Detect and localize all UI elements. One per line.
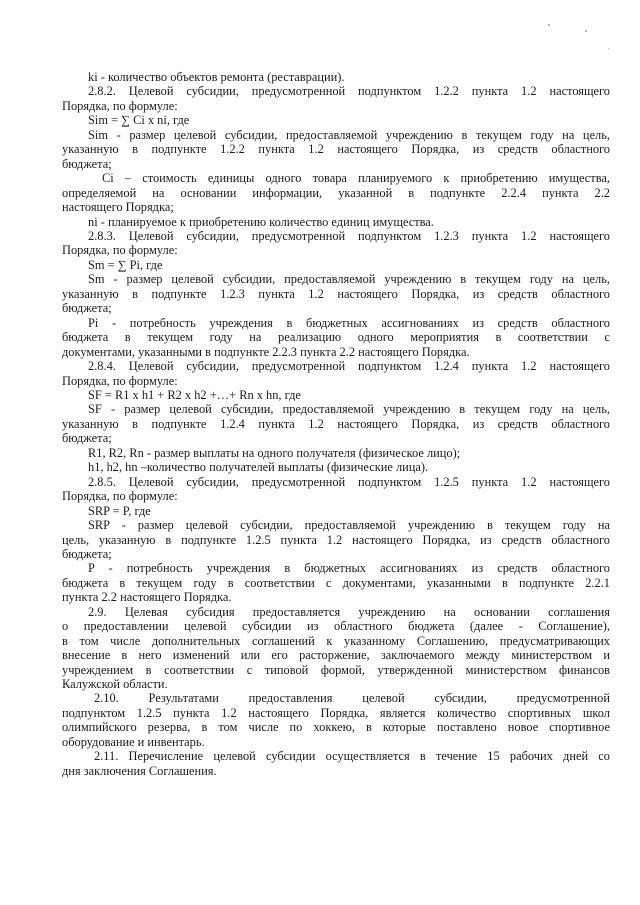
paragraph-line: в том числе дополнительных соглашений к указанному Соглашению, предусматривающих: [62, 633, 610, 648]
paragraph-line: Ci – стоимость единицы одного товара планируемого к приобретению имущества,: [102, 171, 610, 186]
paragraph-line: настоящего Порядка;: [62, 200, 174, 215]
paragraph-line: оборудование и инвентарь.: [62, 734, 205, 749]
paragraph-line: дня заключения Соглашения.: [62, 763, 217, 778]
paragraph-line: внесение в него изменений или его расторжение, заключаемого между министерством и: [62, 648, 610, 663]
paragraph-line: Порядка, по формуле:: [62, 243, 178, 258]
paragraph-line: R1, R2, Rn - размер выплаты на одного получателя (физическое лицо);: [88, 445, 461, 460]
paragraph-line: бюджета;: [62, 431, 112, 446]
paragraph-line: бюджета;: [62, 301, 112, 316]
paragraph-line: цель, указанную в подпункте 1.2.5 пункта 1.2 настоящего Порядка, из средств областного: [62, 532, 610, 547]
paragraph-line: бюджета;: [62, 156, 112, 171]
paragraph-line: Sm - размер целевой субсидии, предоставляемой учреждению в текущем году на цель,: [88, 272, 610, 287]
paragraph-line: Порядка, по формуле:: [62, 373, 178, 388]
paragraph-line: документами, указанными в подпункте 2.2.3 пункта 2.2 настоящего Порядка.: [62, 344, 470, 359]
paragraph-line: SF - размер целевой субсидии, предоставляемой учреждению в текущем году на цель,: [88, 402, 610, 417]
scan-speck: [608, 48, 609, 49]
paragraph-line: SRP = P, где: [88, 503, 151, 518]
paragraph-line: Порядка, по формуле:: [62, 489, 178, 504]
paragraph-line: Калужской области.: [62, 677, 168, 692]
paragraph-line: Порядка, по формуле:: [62, 98, 178, 113]
paragraph-line: Sm = ∑ Pi, где: [88, 257, 163, 272]
paragraph-line: 2.8.5. Целевой субсидии, предусмотренной подпунктом 1.2.5 пункта 1.2 настоящего: [88, 474, 610, 489]
paragraph-line: 2.8.3. Целевой субсидии, предусмотренной подпунктом 1.2.3 пункта 1.2 настоящего: [88, 228, 610, 243]
paragraph-line: бюджета в текущем году в соответствии с документами, указанными в подпункте 2.2.1: [62, 575, 610, 590]
paragraph-line: SRP - размер целевой субсидии, предоставляемой учреждению в текущем году на: [88, 518, 610, 533]
paragraph-line: указанную в подпункте 1.2.3 пункта 1.2 настоящего Порядка, из средств областного: [62, 286, 610, 301]
paragraph-line: учреждением в соответствии с типовой формой, утвержденной министерством финансов: [62, 662, 610, 677]
paragraph-line: 2.10. Результатами предоставления целевой субсидии, предусмотренной: [94, 691, 610, 706]
paragraph-line: указанную в подпункте 1.2.4 пункта 1.2 настоящего Порядка, из средств областного: [62, 416, 610, 431]
paragraph-line: пункта 2.2 настоящего Порядка.: [62, 590, 232, 605]
paragraph-line: P - потребность учреждения в бюджетных ассигнованиях из средств областного: [88, 561, 610, 576]
paragraph-line: бюджета;: [62, 546, 112, 561]
scan-speck: [585, 30, 587, 32]
paragraph-line: 2.9. Целевая субсидия предоставляется учреждению на основании соглашения: [88, 604, 610, 619]
paragraph-line: Pi - потребность учреждения в бюджетных ассигнованиях из средств областного: [88, 315, 610, 330]
paragraph-line: о предоставлении целевой субсидии из областного бюджета (далее - Соглашение),: [62, 619, 610, 634]
paragraph-line: ni - планируемое к приобретению количество единиц имущества.: [88, 214, 434, 229]
paragraph-line: указанную в подпункте 1.2.2 пункта 1.2 настоящего Порядка, из средств областного: [62, 142, 610, 157]
paragraph-line: определяемой на основании информации, указанной в подпункте 2.2.4 пункта 2.2: [62, 185, 610, 200]
scan-speck: [548, 24, 550, 26]
paragraph-line: h1, h2, hn –количество получателей выплаты (физические лица).: [88, 460, 429, 475]
paragraph-line: ki - количество объектов ремонта (реставрации).: [88, 70, 345, 84]
paragraph-line: Sim = ∑ Ci x ni, где: [88, 113, 190, 128]
document-body: [62, 70, 610, 778]
paragraph-line: олимпийского резерва, в том числе по хоккею, в которые поставлено новое спортивное: [62, 720, 610, 735]
paragraph-line: 2.8.2. Целевой субсидии, предусмотренной подпунктом 1.2.2 пункта 1.2 настоящего: [88, 84, 610, 99]
paragraph-line: 2.11. Перечисление целевой субсидии осуществляется в течение 15 рабочих дней со: [94, 749, 610, 764]
paragraph-line: 2.8.4. Целевой субсидии, предусмотренной подпунктом 1.2.4 пункта 1.2 настоящего: [88, 359, 610, 374]
paragraph-line: Sim - размер целевой субсидии, предоставляемой учреждению в текущем году на цель,: [88, 127, 610, 142]
paragraph-line: подпунктом 1.2.5 пункта 1.2 настоящего Порядка, является количество спортивных школ: [62, 705, 610, 720]
paragraph-line: бюджета в текущем году на реализацию одного мероприятия в соответствии с: [62, 330, 610, 345]
paragraph-line: SF = R1 x h1 + R2 x h2 +…+ Rn x hn, где: [88, 387, 301, 402]
